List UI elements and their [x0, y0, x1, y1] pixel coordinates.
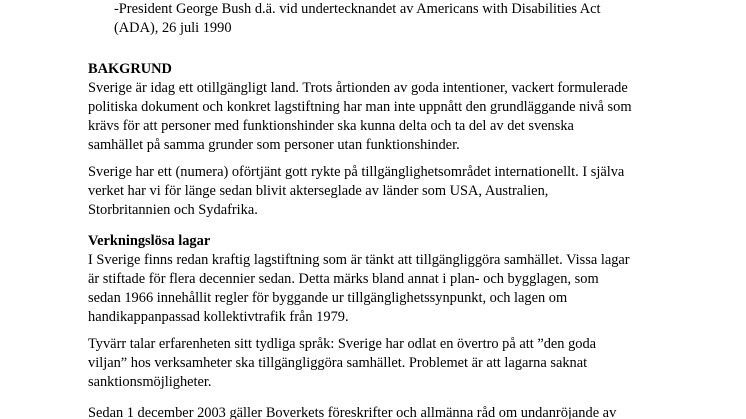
paragraph-line: Sverige har ett (numera) oförtjänt gott rykte på tillgänglighetsområdet internationellt. I själva: [88, 164, 625, 180]
paragraph-line: politiska dokument och konkret lagstiftning har man inte uppnått den grundläggande nivå som: [88, 99, 632, 115]
paragraph-line: sedan 1966 innehållit regler för byggande ur tillgänglighetssynpunkt, och lagen om: [88, 290, 568, 306]
section-heading: Verkningslösa lagar: [88, 233, 211, 249]
section-bakgrund: [88, 60, 688, 155]
quote-attribution-line: (ADA), 26 juli 1990: [114, 20, 232, 36]
paragraph-boverket: [88, 404, 688, 419]
paragraph-line: Sedan 1 december 2003 gäller Boverkets föreskrifter och allmänna råd om undanröjande av: [88, 405, 617, 419]
quote-attribution-line: -President George Bush d.ä. vid undertecknandet av Americans with Disabilities Act: [114, 1, 601, 17]
paragraph-line: Sverige är idag ett otillgängligt land. Trots årtionden av goda intentioner, vackert formulerade: [88, 80, 628, 96]
paragraph-line: samhället på samma grunder som personer utan funktionshinder.: [88, 137, 460, 153]
paragraph-line: krävs för att personer med funktionshinder ska kunna delta och ta del av det svenska: [88, 118, 574, 134]
section-heading: BAKGRUND: [88, 61, 172, 77]
paragraph-line: verket har vi för länge sedan blivit akterseglade av länder som USA, Australien,: [88, 183, 549, 199]
quote-attribution: [114, 0, 674, 38]
section-verkningslosa-lagar: [88, 232, 688, 327]
paragraph-line: är stiftade för flera decennier sedan. Detta märks bland annat i plan- och bygglagen, som: [88, 271, 599, 287]
paragraph-line: Tyvärr talar erfarenheten sitt tydliga språk: Sverige har odlat en övertro på att ”den goda: [88, 336, 597, 352]
paragraph-line: I Sverige finns redan kraftig lagstiftning som är tänkt att tillgängliggöra samhället. Vissa lagar: [88, 252, 630, 268]
paragraph-line: sanktionsmöjligheter.: [88, 374, 212, 390]
paragraph-reputation: [88, 163, 688, 220]
paragraph-line: handikappanpassad kollektivtrafik från 1979.: [88, 309, 349, 325]
paragraph-experience: [88, 335, 688, 392]
paragraph-line: viljan” hos verksamheter ska tillgängliggöra samhället. Problemet är att lagarna saknat: [88, 355, 588, 371]
paragraph-line: Storbritannien och Sydafrika.: [88, 202, 258, 218]
